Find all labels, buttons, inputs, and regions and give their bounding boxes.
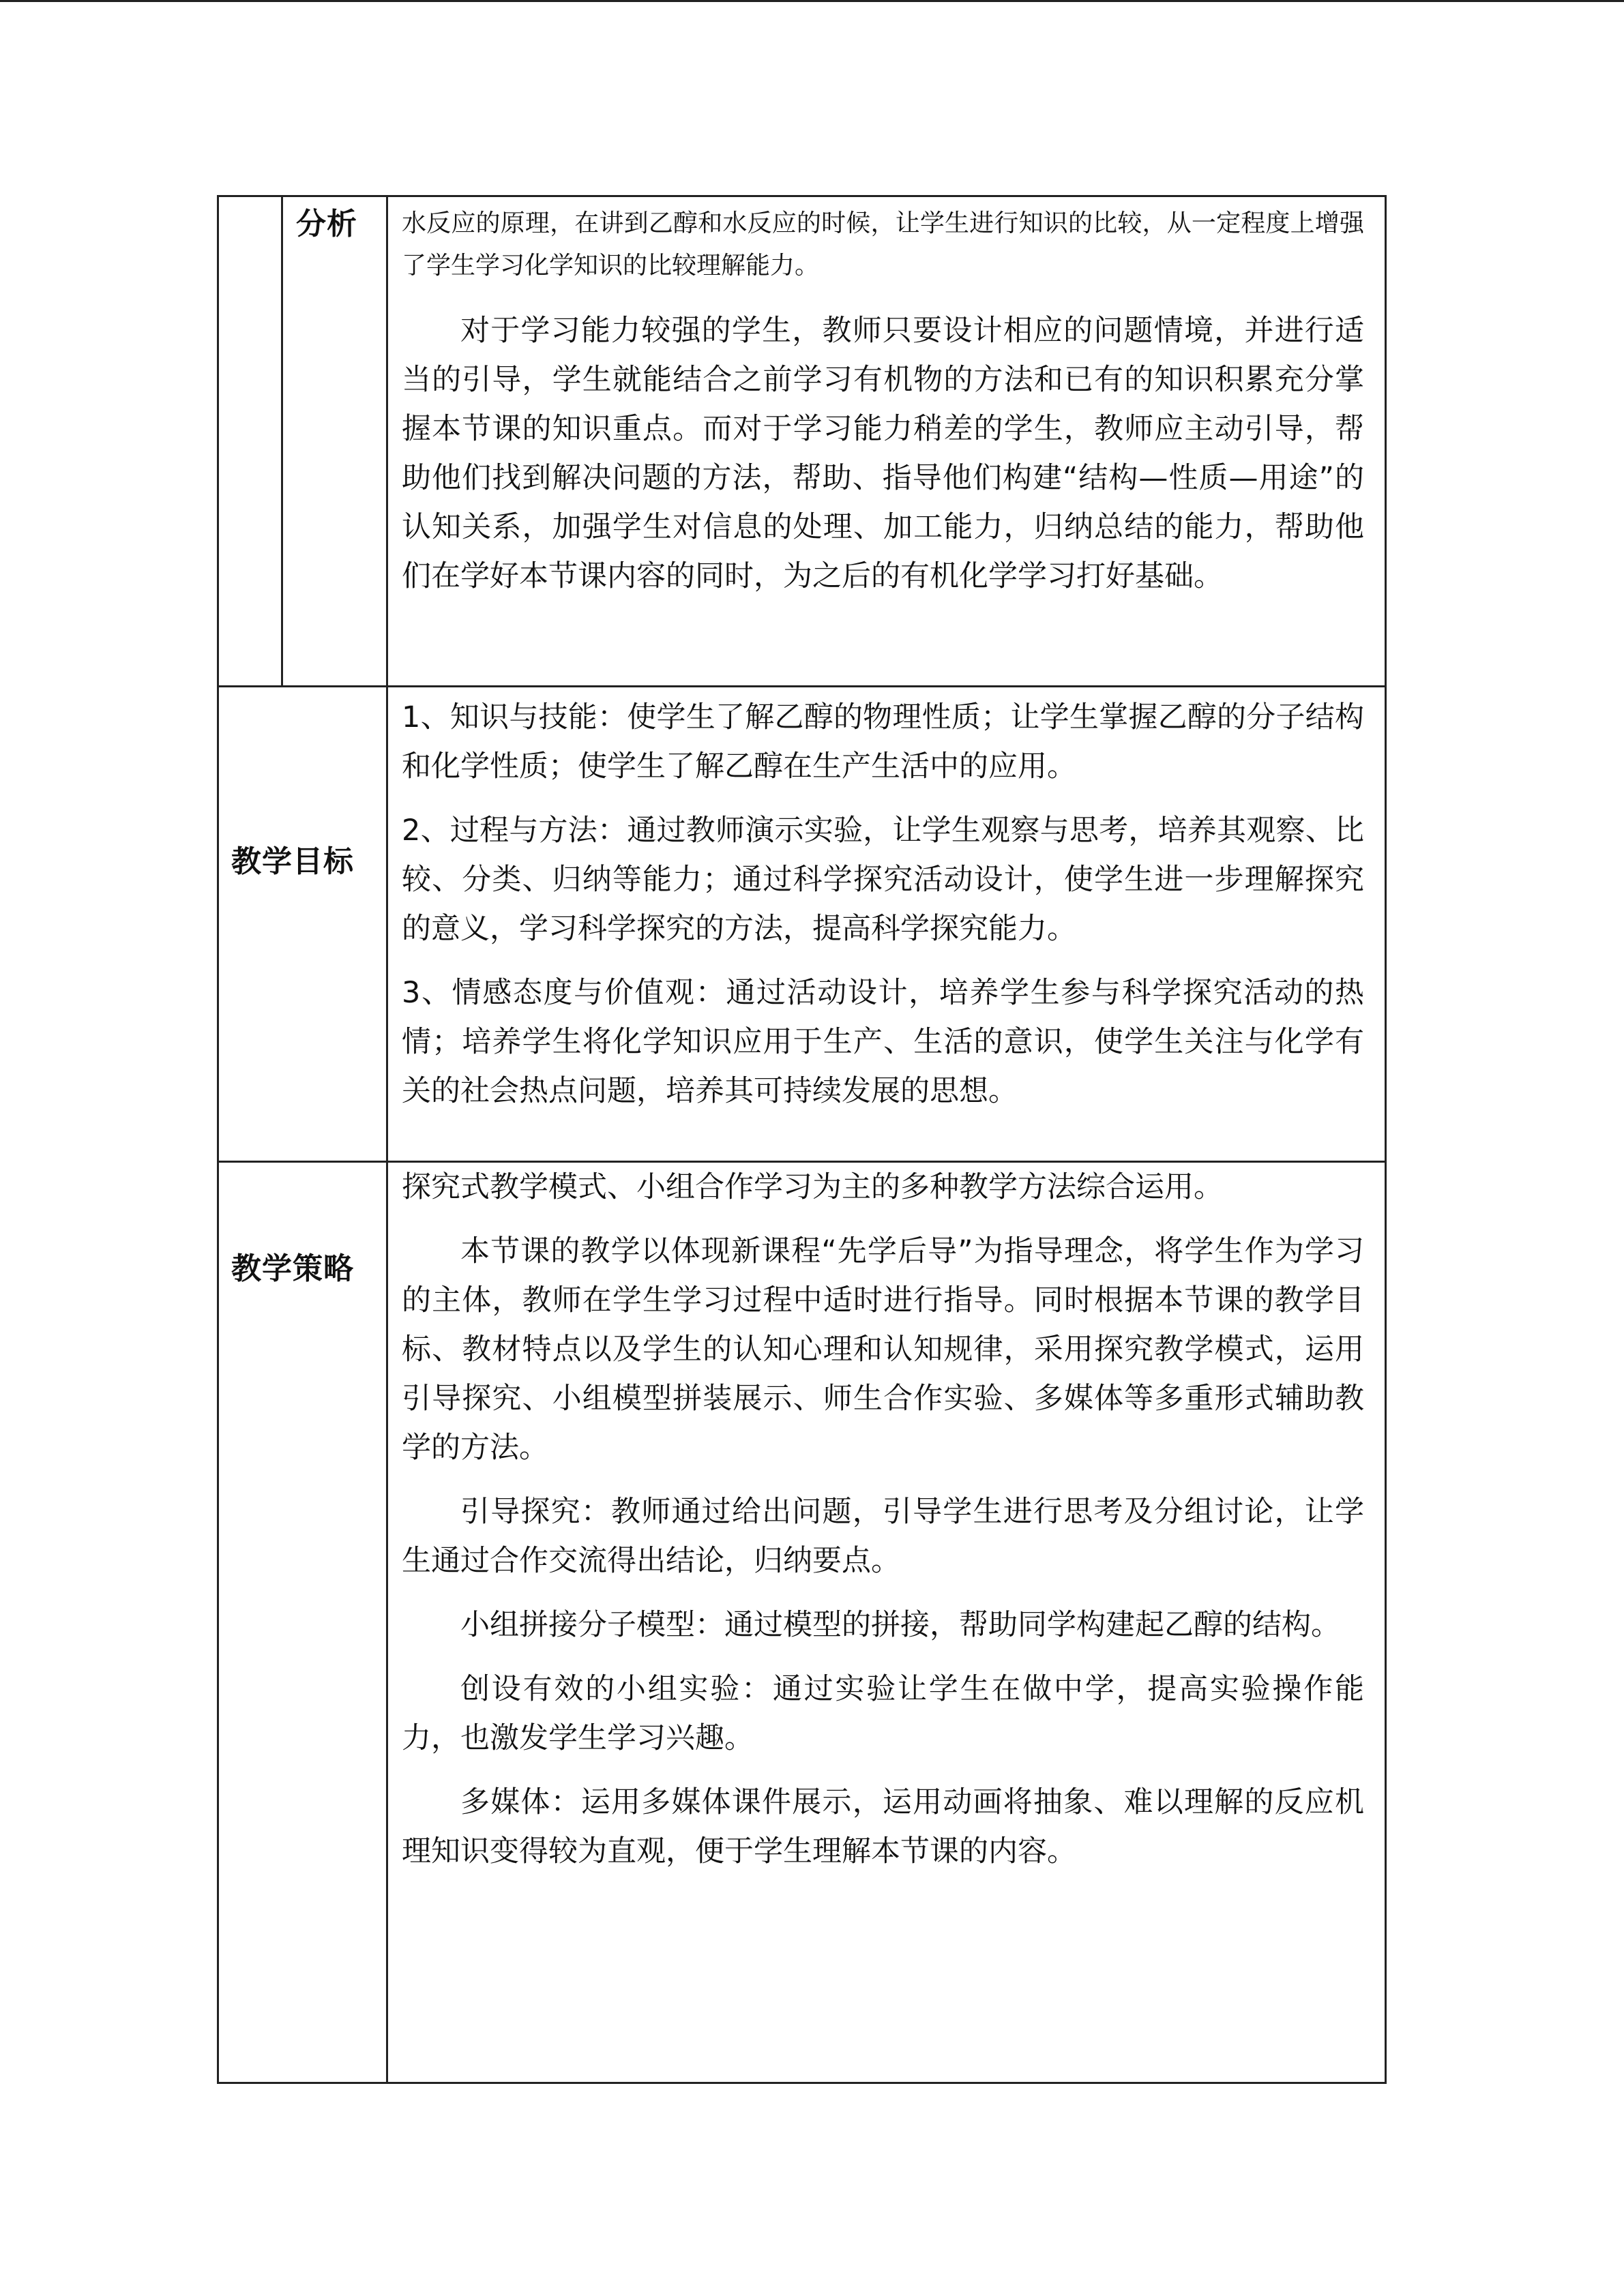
goal-item-knowledge: 1、知识与技能：使学生了解乙醇的物理性质；让学生掌握乙醇的分子结构和化学性质；使学生了解乙醇在生产生活中的应用。 [402, 700, 1364, 784]
column-divider [386, 1163, 388, 2082]
strategy-paragraph-multimedia: 多媒体：运用多媒体课件展示，运用动画将抽象、难以理解的反应机理知识变得较为直观，便于学生理解本节课的内容。 [402, 1785, 1364, 1868]
page-top-border [0, 0, 1624, 2]
strategy-paragraph-concept: 本节课的教学以体现新课程“先学后导”为指导理念，将学生作为学习的主体，教师在学生学习过程中适时进行指导。同时根据本节课的教学目标、教材特点以及学生的认知心理和认知规律，采用探究教学模式，运用引导探究、小组模型拼装展示、师生合作实验、多媒体等多重形式辅助教学的方法。 [402, 1234, 1364, 1465]
goal-item-process: 2、过程与方法：通过教师演示实验，让学生观察与思考，培养其观察、比较、分类、归纳等能力；通过科学探究活动设计，使学生进一步理解探究的意义，学习科学探究的方法，提高科学探究能力。 [402, 814, 1364, 946]
strategy-paragraph-guided-inquiry: 引导探究：教师通过给出问题，引导学生进行思考及分组讨论，让学生通过合作交流得出结论，归纳要点。 [402, 1495, 1364, 1578]
goals-row [219, 685, 1385, 1161]
column-divider [386, 197, 388, 685]
column-divider [386, 687, 388, 1161]
lesson-plan-table [217, 195, 1387, 2084]
strategy-label: 教学策略 [231, 1251, 354, 1286]
analysis-label: 分析 [296, 207, 357, 241]
analysis-continued-text: 水反应的原理，在讲到乙醇和水反应的时候，让学生进行知识的比较，从一定程度上增强了学生学习化学知识的比较理解能力。 [402, 209, 1364, 280]
column-divider [281, 197, 283, 685]
analysis-content [402, 203, 1364, 616]
goal-item-attitude: 3、情感态度与价值观：通过活动设计，培养学生参与科学探究活动的热情；培养学生将化学知识应用于生产、生活的意识，使学生关注与化学有关的社会热点问题，培养其可持续发展的思想。 [402, 976, 1364, 1108]
analysis-row [219, 197, 1385, 685]
strategy-row [219, 1161, 1385, 2082]
goals-label: 教学目标 [231, 844, 354, 879]
strategy-content [402, 1163, 1364, 1891]
analysis-paragraph: 对于学习能力较强的学生，教师只要设计相应的问题情境，并进行适当的引导，学生就能结合之前学习有机物的方法和已有的知识积累充分掌握本节课的知识重点。而对于学习能力稍差的学生，教师应主动引导，帮助他们找到解决问题的方法，帮助、指导他们构建“结构—性质—用途”的认知关系，加强学生对信息的处理、加工能力，归纳总结的能力，帮助他们在学好本节课内容的同时，为之后的有机化学学习打好基础。 [402, 314, 1364, 593]
strategy-intro: 探究式教学模式、小组合作学习为主的多种教学方法综合运用。 [402, 1170, 1223, 1204]
strategy-paragraph-group-experiment: 创设有效的小组实验：通过实验让学生在做中学，提高实验操作能力，也激发学生学习兴趣。 [402, 1672, 1364, 1755]
goals-content [402, 693, 1364, 1131]
strategy-paragraph-model-building: 小组拼接分子模型：通过模型的拼接，帮助同学构建起乙醇的结构。 [460, 1608, 1340, 1642]
